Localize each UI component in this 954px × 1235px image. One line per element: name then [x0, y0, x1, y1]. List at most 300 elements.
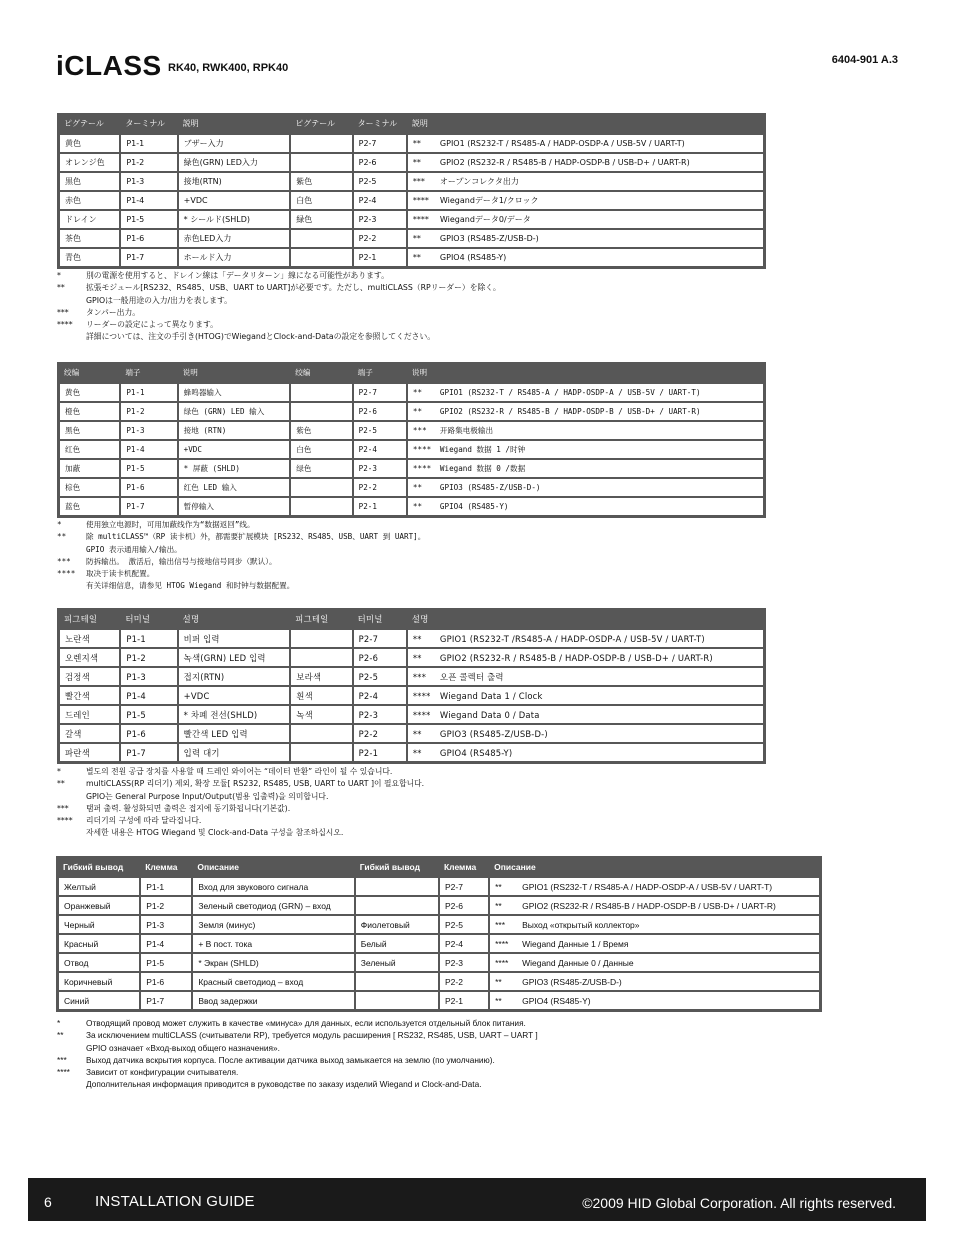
- table-cell: [290, 229, 352, 248]
- footnote-marker: **: [412, 502, 423, 511]
- column-header: Клемма: [443, 861, 477, 872]
- table-cell: Зеленый: [355, 953, 439, 972]
- column-header: 터미널: [125, 613, 151, 624]
- footnote-text: 탬퍼 출력. 활성화되면 출력은 접지에 동기화됩니다(기본값).: [86, 803, 291, 813]
- footnote-marker: ****: [495, 957, 509, 968]
- table-cell: [407, 497, 764, 516]
- table-cell: [407, 153, 764, 172]
- footnote-marker: ****: [495, 938, 509, 949]
- column-header: ターミナル: [125, 119, 165, 128]
- table-cell: P1-7: [140, 991, 192, 1010]
- table-cell: [290, 153, 352, 172]
- table-cell: 보라색: [290, 667, 352, 686]
- footnote-text: Зависит от конфигурации считывателя.: [86, 1067, 239, 1078]
- table-cell: P1-4: [140, 934, 192, 953]
- table-cell: P2-1: [439, 991, 489, 1010]
- table-cell: P2-7: [353, 629, 407, 648]
- table-cell: 노란색: [59, 629, 120, 648]
- guide-title: INSTALLATION GUIDE: [95, 1193, 255, 1210]
- wiring-table-zh: [57, 362, 766, 518]
- table-row: [59, 229, 764, 248]
- footnote-marker: ****: [412, 464, 432, 473]
- table-cell: P1-1: [120, 383, 177, 402]
- footnote-text: タンパー出力。: [86, 307, 141, 317]
- footnote: [57, 1029, 777, 1041]
- footnote-marker: [57, 1078, 86, 1090]
- signal-description: Wiegandデータ1/クロック: [439, 196, 539, 205]
- table-cell: P1-3: [140, 915, 192, 934]
- signal-description: GPIO3 (RS485-Z/USB-D-): [439, 234, 539, 243]
- footnote-marker: [57, 331, 86, 343]
- table-cell: オレンジ色: [59, 153, 120, 172]
- table-row: [58, 972, 820, 991]
- signal-description: GPIO2 (RS232-R / RS485-B / HADP-OSDP-B / USB-D+ / UART-R): [439, 652, 713, 663]
- signal-description: GPIO4 (RS485-Y): [439, 253, 507, 262]
- table-cell: P2-4: [353, 686, 407, 705]
- table-cell: P1-6: [120, 229, 177, 248]
- table-cell: * 屏蔽 (SHLD): [178, 459, 291, 478]
- footnote-marker: ****: [412, 690, 431, 701]
- wiring-table-ko: [57, 608, 766, 764]
- table-cell: P1-7: [120, 743, 177, 762]
- footnote-marker: ***: [57, 1054, 67, 1065]
- table-row: [59, 667, 764, 686]
- table-cell: 빨간색 LED 입력: [178, 724, 291, 743]
- table-row: [59, 440, 764, 459]
- table-cell: ドレイン: [59, 210, 120, 229]
- signal-description: GPIO2 (RS232-R / RS485-B / HADP-OSDP-B / USB-D+ / UART-R): [522, 900, 776, 911]
- table-cell: [290, 383, 352, 402]
- column-header: 설명: [411, 613, 429, 624]
- footnote-marker: *: [57, 767, 61, 776]
- footnote-marker: **: [495, 881, 502, 892]
- table-cell: P2-2: [353, 724, 407, 743]
- footnote-text: 拡張モジュール[RS232、RS485、USB、UART to UART]が必要です。ただし、multiCLASS（RPリーダー）を除く。: [86, 283, 501, 293]
- signal-description: Wiegand 数据 1 /时钟: [439, 445, 526, 454]
- footnote: [57, 580, 777, 592]
- table-cell: Фиолетовый: [355, 915, 439, 934]
- table-cell: [489, 934, 820, 953]
- table-cell: [355, 991, 439, 1010]
- footnote-marker: ***: [57, 307, 69, 317]
- signal-description: GPIO3 (RS485-Z/USB-D-): [522, 976, 622, 987]
- table-cell: [489, 877, 820, 896]
- table-row: [59, 648, 764, 667]
- table-cell: P2-2: [439, 972, 489, 991]
- table-cell: P2-6: [353, 402, 407, 421]
- footnote: [57, 307, 777, 319]
- table-cell: [290, 724, 352, 743]
- model-list: RK40, RWK400, RPK40: [168, 62, 289, 74]
- column-header: Описание: [494, 861, 536, 872]
- table-cell: P1-1: [120, 134, 177, 153]
- column-header: 端子: [125, 368, 141, 377]
- table-cell: [407, 686, 764, 705]
- table-cell: P2-5: [439, 915, 489, 934]
- signal-description: Wiegand 数据 0 /数据: [439, 464, 526, 473]
- footnotes-ja: [57, 270, 777, 344]
- footnote: [57, 295, 777, 307]
- footnote-marker: **: [57, 1030, 64, 1041]
- signal-description: GPIO2 (RS232-R / RS485-B / HADP-OSDP-B / USB-D+ / UART-R): [439, 158, 690, 167]
- table-cell: Желтый: [58, 877, 140, 896]
- footnote-marker: ****: [412, 196, 429, 205]
- signal-description: GPIO1 (RS232-T /RS485-A / HADP-OSDP-A / USB-5V / UART-T): [439, 633, 705, 644]
- table-cell: [407, 134, 764, 153]
- signal-description: GPIO1 (RS232-T / RS485-A / HADP-OSDP-A / USB-5V / UART-T): [522, 881, 773, 892]
- footnote: [57, 827, 777, 839]
- table-cell: P1-4: [120, 191, 177, 210]
- footnote-text: リーダーの設定によって異なります。: [86, 320, 218, 330]
- table-cell: ブザー入力: [178, 134, 291, 153]
- table-cell: P1-4: [120, 686, 177, 705]
- table-row: [58, 991, 820, 1010]
- table-cell: 드레인: [59, 705, 120, 724]
- table-cell: 흰색: [290, 686, 352, 705]
- footnote-text: Дополнительная информация приводится в руководстве по заказу изделий Wiegand и Clock-and-Data.: [86, 1079, 482, 1090]
- footnote-marker: **: [412, 253, 421, 262]
- footnote-text: GPIOは一般用途の入力/出力を表します。: [86, 295, 232, 305]
- table-cell: 茶色: [59, 229, 120, 248]
- footnote: [57, 531, 777, 543]
- signal-description: GPIO4 (RS485-Y): [522, 995, 591, 1006]
- table-cell: 빨간색: [59, 686, 120, 705]
- table-cell: P2-4: [353, 191, 407, 210]
- column-header: 绞编: [64, 368, 80, 377]
- table-row: [59, 497, 764, 516]
- table-cell: [407, 210, 764, 229]
- table-cell: P2-7: [353, 134, 407, 153]
- table-cell: P2-7: [353, 383, 407, 402]
- table-row: [58, 934, 820, 953]
- table-cell: [407, 705, 764, 724]
- table-cell: P2-3: [353, 459, 407, 478]
- footnote-marker: ****: [57, 320, 73, 330]
- table-cell: P2-5: [353, 172, 407, 191]
- footnote-marker: **: [412, 158, 421, 167]
- footnote-marker: ****: [412, 709, 431, 720]
- table-cell: 接地 (RTN): [178, 421, 291, 440]
- footnote: [57, 1066, 777, 1078]
- signal-description: GPIO4 (RS485-Y): [439, 502, 509, 511]
- table-cell: 黄色: [59, 134, 120, 153]
- table-row: [59, 191, 764, 210]
- table-cell: P1-6: [140, 972, 192, 991]
- footnote-marker: [57, 580, 86, 592]
- footnote-marker: ***: [412, 671, 427, 682]
- wiring-table-ru: [56, 856, 822, 1012]
- table-row: [58, 877, 820, 896]
- table-cell: 갈색: [59, 724, 120, 743]
- table-cell: [290, 402, 352, 421]
- signal-description: Wiegand Данные 0 / Данные: [522, 957, 634, 968]
- table-cell: 棕色: [59, 478, 120, 497]
- footnote-text: 防拆输出。 激活后，输出信号与接地信号同步（默认）。: [86, 556, 277, 566]
- table-cell: P2-6: [353, 153, 407, 172]
- footnote-marker: **: [412, 139, 421, 148]
- footnote: [57, 1078, 777, 1090]
- table-row: [59, 172, 764, 191]
- table-row: [59, 686, 764, 705]
- table-cell: P1-7: [120, 248, 177, 267]
- footnote-text: 別の電源を使用すると、ドレイン線は「データリターン」線になる可能性があります。: [86, 271, 389, 280]
- table-row: [58, 953, 820, 972]
- table-cell: [407, 724, 764, 743]
- table-cell: 黒色: [59, 172, 120, 191]
- table-cell: P2-6: [439, 896, 489, 915]
- signal-description: 开路集电极输出: [439, 426, 494, 435]
- table-cell: + В пост. тока: [192, 934, 354, 953]
- table-cell: [290, 134, 352, 153]
- footnotes-ko: [57, 766, 777, 840]
- table-cell: P1-1: [120, 629, 177, 648]
- table-row: [58, 896, 820, 915]
- signal-description: Wiegand Data 1 / Clock: [439, 690, 543, 701]
- footnote: [57, 556, 777, 568]
- table-cell: Вход для звукового сигнала: [192, 877, 354, 896]
- signal-description: Wiegandデータ0/データ: [439, 215, 531, 224]
- table-row: [59, 421, 764, 440]
- column-header: Клемма: [145, 861, 178, 872]
- table-cell: P1-6: [120, 724, 177, 743]
- wiring-table-ja: [57, 113, 766, 269]
- footnote: [57, 270, 777, 282]
- table-cell: 緑色: [290, 210, 352, 229]
- footnote: [57, 1017, 777, 1029]
- table-cell: 绿色: [290, 459, 352, 478]
- table-cell: Черный: [58, 915, 140, 934]
- table-cell: [407, 172, 764, 191]
- footnote: [57, 282, 777, 294]
- footnote-text: 除 multiCLASS™（RP 读卡机）外，都需要扩展模块 [RS232、RS485、USB、UART 到 UART]。: [86, 532, 426, 542]
- table-cell: [290, 648, 352, 667]
- footnote-text: 取决于读卡机配置。: [86, 569, 155, 579]
- page-footer: [28, 1178, 926, 1221]
- table-cell: [355, 877, 439, 896]
- table-row: [58, 915, 820, 934]
- table-cell: Красный: [58, 934, 140, 953]
- table-cell: [407, 440, 764, 459]
- table-cell: P2-6: [353, 648, 407, 667]
- table-cell: [407, 459, 764, 478]
- footnote-text: GPIO означает «Вход-выход общего назначения».: [86, 1042, 280, 1053]
- signal-description: GPIO2 (RS232-R / RS485-B / HADP-OSDP-B / USB-D+ / UART-R): [439, 407, 701, 416]
- table-cell: [407, 743, 764, 762]
- table-cell: 接地(RTN): [178, 172, 291, 191]
- footnote-marker: ****: [412, 445, 432, 454]
- footnote-text: multiCLASS(RP 리더기) 제외, 확장 모듈[ RS232, RS485, USB, UART to UART ]이 필요합니다.: [86, 779, 425, 789]
- footnote: [57, 519, 777, 531]
- footnote-marker: [57, 295, 86, 307]
- table-cell: P1-2: [120, 153, 177, 172]
- table-cell: 青色: [59, 248, 120, 267]
- table-cell: 橙色: [59, 402, 120, 421]
- table-cell: [489, 953, 820, 972]
- footnote-marker: [57, 827, 86, 839]
- table-row: [59, 459, 764, 478]
- column-header: 说明: [182, 368, 198, 377]
- column-header: Гибкий вывод: [63, 861, 124, 872]
- column-header: 説明: [411, 119, 428, 128]
- footnote-marker: **: [495, 976, 502, 987]
- table-cell: [407, 629, 764, 648]
- table-cell: P2-5: [353, 667, 407, 686]
- signal-description: GPIO1 (RS232-T / RS485-A / HADP-OSDP-A / USB-5V / UART-T): [439, 139, 685, 148]
- footnote-marker: **: [412, 234, 421, 243]
- table-cell: P1-2: [120, 648, 177, 667]
- table-cell: [489, 896, 820, 915]
- footnote-marker: ***: [57, 803, 69, 813]
- table-cell: 赤色LED入力: [178, 229, 291, 248]
- table-cell: [407, 229, 764, 248]
- footnote-text: 使用独立电源时，可用加蔽线作为“数据返回”线。: [86, 520, 255, 529]
- footnote-text: 리더기의 구성에 따라 달라집니다.: [86, 816, 202, 826]
- table-cell: [355, 896, 439, 915]
- table-cell: Коричневый: [58, 972, 140, 991]
- table-cell: P2-3: [353, 705, 407, 724]
- table-cell: 녹색: [290, 705, 352, 724]
- table-cell: +VDC: [178, 191, 291, 210]
- document-number: 6404-901 A.3: [831, 54, 898, 66]
- table-cell: P2-1: [353, 248, 407, 267]
- footnotes-zh: [57, 519, 777, 593]
- table-cell: * シールド(SHLD): [178, 210, 291, 229]
- signal-description: GPIO1 (RS232-T / RS485-A / HADP-OSDP-A / USB-5V / UART-T): [439, 388, 701, 397]
- table-cell: [489, 915, 820, 934]
- table-cell: 绿色 (GRN) LED 输入: [178, 402, 291, 421]
- table-cell: [489, 991, 820, 1010]
- footnote-text: GPIO는 General Purpose Input/Output(범용 입출력)을 의미합니다.: [86, 791, 329, 801]
- footnote: [57, 815, 777, 827]
- table-cell: P2-4: [353, 440, 407, 459]
- column-header: 터미널: [357, 613, 383, 624]
- footnote-marker: **: [412, 407, 423, 416]
- footnote-marker: ****: [412, 215, 429, 224]
- footnote-marker: *: [57, 271, 61, 280]
- footnote: [57, 1042, 777, 1054]
- table-cell: Отвод: [58, 953, 140, 972]
- footnote: [57, 319, 777, 331]
- table-cell: +VDC: [178, 440, 291, 459]
- table-cell: 蓝色: [59, 497, 120, 516]
- table-cell: P1-5: [140, 953, 192, 972]
- table-cell: P2-2: [353, 478, 407, 497]
- column-header: 説明: [182, 119, 199, 128]
- footnote-marker: ***: [412, 426, 427, 435]
- footnote: [57, 568, 777, 580]
- copyright-notice: ©2009 HID Global Corporation. All rights reserved.: [582, 1195, 896, 1211]
- table-cell: [407, 667, 764, 686]
- table-cell: 입력 대기: [178, 743, 291, 762]
- footnote-marker: ***: [57, 556, 71, 566]
- table-cell: 녹색(GRN) LED 입력: [178, 648, 291, 667]
- table-cell: * 차폐 전선(SHLD): [178, 705, 291, 724]
- table-cell: 白色: [290, 440, 352, 459]
- table-cell: 蜂鸣器输入: [178, 383, 291, 402]
- signal-description: オープンコレクタ出力: [439, 177, 519, 186]
- footnote-marker: ***: [495, 919, 506, 930]
- table-row: [59, 478, 764, 497]
- footnote-marker: [57, 544, 86, 556]
- table-cell: 접지(RTN): [178, 667, 291, 686]
- footnote-marker: **: [412, 483, 423, 492]
- footnote-text: Отводящий провод может служить в качестве «минуса» для данных, если используется отдельный блок питания.: [86, 1018, 526, 1028]
- footnote-marker: [57, 791, 86, 803]
- table-cell: Белый: [355, 934, 439, 953]
- footnote: [57, 544, 777, 556]
- table-cell: P1-4: [120, 440, 177, 459]
- table-cell: [407, 421, 764, 440]
- table-cell: [407, 648, 764, 667]
- table-cell: 黄色: [59, 383, 120, 402]
- table-row: [59, 153, 764, 172]
- column-header: ピグテール: [295, 119, 336, 128]
- table-cell: Земля (минус): [192, 915, 354, 934]
- table-cell: 黑色: [59, 421, 120, 440]
- footnote-text: 詳細については、注文の手引き(HTOG)でWiegandとClock-and-Dataの設定を参照してください。: [86, 332, 436, 342]
- signal-description: GPIO4 (RS485-Y): [439, 747, 513, 758]
- signal-description: 오픈 콜렉터 출력: [439, 671, 504, 682]
- table-cell: P1-2: [140, 896, 192, 915]
- table-row: [59, 248, 764, 267]
- footnote-marker: **: [412, 652, 422, 663]
- table-cell: 红色: [59, 440, 120, 459]
- column-header: 说明: [411, 368, 428, 377]
- column-header: Описание: [197, 861, 239, 872]
- table-cell: 紫色: [290, 421, 352, 440]
- footnote-text: 자세한 내용은 HTOG Wiegand 및 Clock-and-Data 구성을 참조하십시오.: [86, 828, 344, 838]
- table-cell: P1-3: [120, 421, 177, 440]
- table-cell: P2-4: [439, 934, 489, 953]
- footnote-marker: *: [57, 520, 62, 529]
- footnote: [57, 778, 777, 790]
- table-cell: Красный светодиод – вход: [192, 972, 354, 991]
- table-cell: 赤色: [59, 191, 120, 210]
- footnote-text: Выход датчика вскрытия корпуса. После активации датчика выход замыкается на землю (по умолчанию).: [86, 1054, 495, 1065]
- table-cell: [355, 972, 439, 991]
- signal-description: Выход «открытый коллектор»: [522, 919, 640, 930]
- table-row: [59, 629, 764, 648]
- table-cell: P1-6: [120, 478, 177, 497]
- table-row: [59, 383, 764, 402]
- table-cell: [290, 497, 352, 516]
- column-header: 端子: [357, 368, 373, 377]
- footnote-marker: **: [57, 779, 65, 789]
- table-cell: P2-1: [353, 743, 407, 762]
- column-header: ターミナル: [357, 119, 398, 128]
- table-cell: Зеленый светодиод (GRN) – вход: [192, 896, 354, 915]
- footnote-marker: **: [495, 995, 502, 1006]
- footnote: [57, 791, 777, 803]
- table-cell: P2-3: [439, 953, 489, 972]
- table-cell: [407, 402, 764, 421]
- footnote: [57, 803, 777, 815]
- footnote-marker: ****: [57, 816, 73, 826]
- table-cell: ホールド入力: [178, 248, 291, 267]
- footnote-marker: *: [57, 1018, 61, 1028]
- table-cell: P1-3: [120, 172, 177, 191]
- column-header: 피그테일: [64, 613, 98, 624]
- table-cell: [407, 248, 764, 267]
- footnote-marker: [57, 1042, 86, 1054]
- footnote-marker: **: [57, 532, 67, 542]
- footnote-marker: **: [412, 747, 422, 758]
- table-cell: [290, 743, 352, 762]
- footnote-text: За исключением multiCLASS (считыватели RP), требуется модуль расширения [ RS232, RS485, USB, UART – UART ]: [86, 1030, 538, 1041]
- table-cell: 红色 LED 输入: [178, 478, 291, 497]
- column-header: Гибкий вывод: [359, 861, 420, 872]
- table-cell: Оранжевый: [58, 896, 140, 915]
